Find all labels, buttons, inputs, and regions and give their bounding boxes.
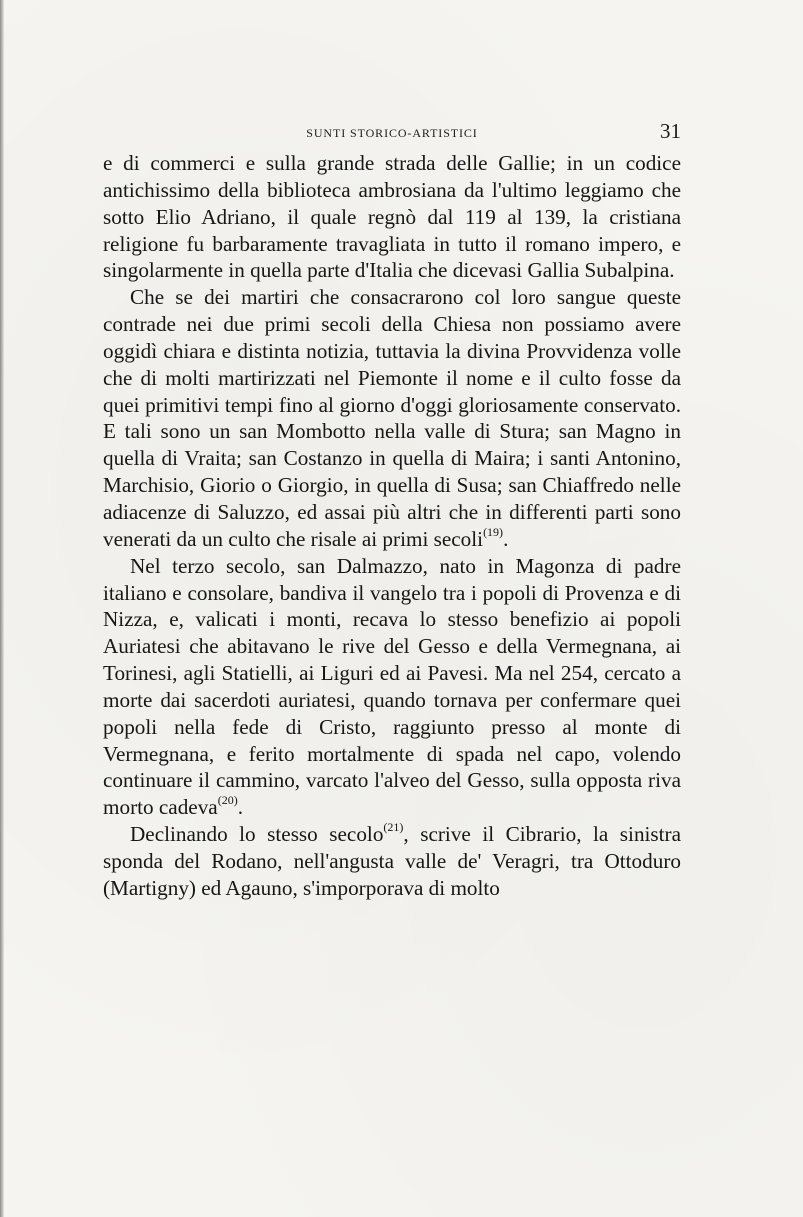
footnote-ref-19: (19) bbox=[483, 524, 504, 539]
paragraph-3-tail: . bbox=[237, 795, 244, 820]
paragraph-1-text: e di commerci e sulla grande strada delle Gallie; in un codice antichissimo della biblioteca ambrosiana da l'ultimo leggiamo che sotto Elio Adriano, il quale regnò dal 119 al 139, la cristiana religione fu barbaramente travagliata in tutto il romano impero, e singolarmente in quella parte d'Italia che dicevasi Gallia Subalpina. bbox=[103, 151, 681, 283]
page-header bbox=[103, 118, 681, 148]
paragraph-4-text: Declinando lo stesso secolo bbox=[130, 822, 384, 847]
paragraph-3 bbox=[103, 553, 681, 821]
running-title: SUNTI STORICO-ARTISTICI bbox=[306, 126, 478, 140]
footnote-ref-20: (20) bbox=[217, 793, 238, 808]
paragraph-4-tail: , scrive il Cibrario, la sinistra sponda del Rodano, nell'angusta valle de' Veragri, tra Ottoduro (Martigny) ed Agauno, s'imporporava di molto bbox=[103, 822, 682, 900]
paragraph-2-text: Che se dei martiri che consacrarono col loro sangue queste contrade nei due primi secoli della Chiesa non possiamo avere oggidì chiara e distinta notizia, tuttavia la divina Provvidenza volle che di molti martirizzati nel Piemonte il nome e il culto fosse da quei primitivi tempi fino al giorno d'oggi gloriosamente conservato. E tali sono un san Mombotto nella valle di Stura; san Magno in quella di Vraita; san Costanzo in quella di Maira; i santi Antonino, Marchisio, Giorio o Giorgio, in quella di Susa; san Chiaffredo nelle adiacenze di Saluzzo, ed assai più altri che in differenti parti sono venerati da un culto che risale ai primi secoli bbox=[103, 285, 681, 551]
body-text bbox=[103, 150, 681, 902]
paragraph-2-tail: . bbox=[503, 526, 509, 551]
paragraph-4 bbox=[103, 821, 681, 902]
page-edge-shadow bbox=[0, 0, 4, 1217]
paragraph-3-text: Nel terzo secolo, san Dalmazzo, nato in Magonza di padre italiano e consolare, bandiva il vangelo tra i popoli di Provenza e di Nizza, e, valicati i monti, recava lo stesso benefizio ai popoli Auriatesi che abitavano le rive del Gesso e della Vermegnana, ai Torinesi, agli Statielli, ai Liguri ed ai Pavesi. Ma nel 254, cercato a morte dai sacerdoti auriatesi, quando tornava per confermare quei popoli nella fede di Cristo, raggiunto presso al monte di Vermegnana, e ferito mortalmente di spada nel capo, volendo continuare il cammino, varcato l'alveo del Gesso, sulla opposta riva morto cadeva bbox=[103, 553, 681, 820]
paragraph-1 bbox=[103, 150, 681, 284]
paragraph-2 bbox=[103, 284, 681, 552]
page-number: 31 bbox=[660, 119, 681, 143]
footnote-ref-21: (21) bbox=[383, 820, 404, 835]
